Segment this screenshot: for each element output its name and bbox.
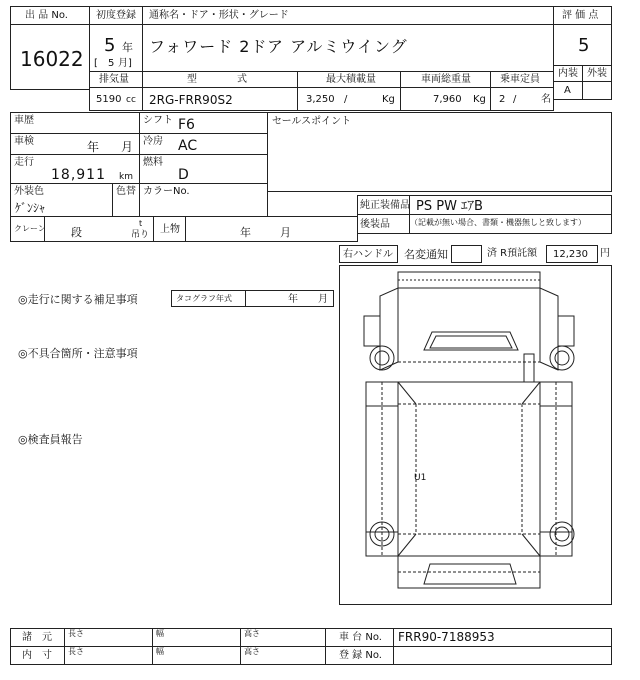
aftermarket-label-cell: [357, 214, 410, 234]
fuel-cell: [139, 154, 268, 184]
first-reg-month-unit: 月]: [118, 58, 132, 69]
displacement-unit: cc: [126, 95, 136, 105]
displacement-label: 排気量: [99, 74, 129, 85]
footer-dims-label: 諸 元: [22, 632, 52, 643]
model-code-label-cell: [142, 71, 298, 88]
model-name-label-cell: [142, 6, 554, 25]
crane-label: クレーン: [14, 224, 46, 233]
model-name-cell: [142, 24, 554, 72]
sales-point-label: セールスポイント: [272, 116, 352, 127]
aftermarket-note: （記載が無い場合、書類・機器無しと致します）: [410, 218, 586, 227]
upper-month-unit: 月: [280, 226, 291, 239]
exterior-label: 外装: [587, 68, 607, 79]
footer-col-2: [152, 628, 153, 665]
tachograph-month-unit: 月: [318, 294, 328, 305]
lot-no: 16022: [20, 47, 84, 71]
fuel-value: D: [178, 167, 189, 183]
footer-inner-dims-label: 内 寸: [22, 650, 52, 661]
upper-label: 上物: [160, 224, 180, 235]
footer-row-divider: [10, 646, 612, 647]
color-change-cell: [112, 183, 140, 217]
wheel-front-left: [370, 346, 394, 370]
color-code-label: カラーNo.: [143, 186, 190, 197]
max-load-label: 最大積載量: [326, 74, 376, 85]
tachograph-year-unit: 年: [288, 294, 298, 305]
rhd-cell: [339, 245, 398, 263]
displacement-value-cell: [89, 87, 143, 111]
grade-value-cell: [553, 24, 612, 66]
interior-value: A: [564, 85, 571, 96]
sales-point-cell: [267, 112, 612, 192]
recycle-unit: 円: [600, 248, 610, 259]
truck-diagram-svg: [340, 266, 611, 604]
capacity-label-cell: [490, 71, 554, 88]
color-label: 外装色: [14, 186, 44, 197]
model-name: フォワード 2ドア アルミウイング: [149, 37, 408, 56]
footer-col-4: [325, 628, 326, 665]
footer-width-label: 幅: [156, 629, 164, 638]
max-load-value: 3,250: [306, 94, 335, 105]
mileage-label: 走行: [14, 157, 34, 168]
interior-value-cell: [553, 81, 583, 100]
tachograph-label: タコグラフ年式: [176, 294, 232, 303]
shift-cell: [139, 112, 268, 134]
recycle-value-box: [546, 245, 598, 263]
truck-cab-front: [398, 288, 540, 362]
upper-label-cell: [153, 216, 186, 242]
inspection-month-unit: 月: [121, 140, 134, 154]
grade-label-cell: [553, 6, 612, 25]
lot-no-label-cell: [10, 6, 90, 25]
grade-label: 評 価 点: [562, 10, 599, 21]
max-load-cell: [297, 87, 401, 111]
model-code-label: 型 式: [187, 74, 247, 85]
max-load-slash: /: [344, 94, 348, 105]
truck-windshield: [424, 332, 518, 350]
truck-diagram: [339, 265, 612, 605]
grade-value: 5: [578, 35, 590, 56]
footer-chassis-value: FRR90-7188953: [398, 630, 495, 644]
displacement-label-cell: [89, 71, 143, 88]
tachograph-cell: [171, 290, 334, 307]
footer-height-label: 高さ: [244, 629, 260, 638]
recycle-value: 12,230: [553, 249, 588, 260]
max-load-unit: Kg: [382, 94, 395, 105]
tachograph-divider: [245, 290, 246, 307]
crane-stage-unit: 段: [71, 226, 82, 239]
capacity-slash: /: [513, 94, 517, 105]
max-load-label-cell: [297, 71, 401, 88]
gross-weight-value: 7,960: [433, 94, 462, 105]
gross-weight-cell: [400, 87, 491, 111]
first-reg-label-cell: [89, 6, 143, 25]
color-cell: [10, 183, 113, 217]
name-change-box: [451, 245, 482, 263]
equipment-label: 純正装備品: [360, 200, 410, 211]
mileage-cell: [10, 154, 140, 184]
capacity-unit: 名: [541, 94, 551, 105]
model-name-label: 通称名・ドア・形状・グレード: [149, 10, 289, 21]
color-value: ｹﾞﾝｼｬ: [15, 201, 46, 215]
footer-col-1: [64, 628, 65, 665]
footer-length-label: 長さ: [68, 629, 84, 638]
footer-col-5: [393, 628, 394, 665]
truck-mirror-right: [558, 316, 574, 346]
aircon-cell: [139, 133, 268, 155]
upper-value-cell: [185, 216, 358, 242]
damage-mark: U1: [414, 473, 427, 483]
first-reg-year: 5: [104, 35, 116, 56]
shift-value: F6: [178, 117, 195, 133]
color-code-cell: [139, 183, 268, 217]
crane-ton-bottom: 吊り: [131, 230, 150, 240]
cargo-top: [398, 382, 540, 556]
wheel-front-right: [550, 346, 574, 370]
mileage-unit: km: [119, 172, 133, 182]
gross-weight-label: 車両総重量: [421, 74, 471, 85]
interior-label-cell: [553, 65, 583, 82]
truck-step-right: [524, 354, 534, 382]
first-reg-bracket: [: [94, 58, 98, 69]
fuel-label: 燃料: [143, 157, 163, 168]
aircon-label: 冷房: [143, 136, 163, 147]
first-reg-month: 5: [108, 58, 115, 69]
history-cell: [10, 112, 140, 134]
crane-divider: [44, 216, 45, 242]
capacity-cell: [490, 87, 554, 111]
mileage-value: 18,911: [51, 167, 106, 183]
inspection-year-unit: 年: [87, 140, 100, 154]
equipment-value: PS PW ｴｱB: [416, 199, 483, 214]
driving-notes: ◎走行に関する補足事項: [18, 293, 138, 306]
aftermarket-value-cell: [409, 214, 612, 234]
name-change-label: 名変通知: [404, 248, 448, 261]
footer-inner-length-label: 長さ: [68, 647, 84, 656]
color-change-label: 色替: [116, 186, 136, 197]
model-code: 2RG-FRR90S2: [149, 93, 233, 107]
shift-label: シフト: [143, 115, 173, 126]
aftermarket-label: 後装品: [360, 219, 390, 230]
lot-no-label: 出 品 No.: [25, 10, 68, 21]
first-reg-value-cell: [89, 24, 143, 72]
rhd-label: 右ハンドル: [343, 249, 393, 260]
crane-cell: [10, 216, 154, 242]
footer-reg-label: 登 録 No.: [339, 650, 382, 661]
footer-inner-width-label: 幅: [156, 647, 164, 656]
capacity-value: 2: [499, 94, 506, 105]
footer-inner-height-label: 高さ: [244, 647, 260, 656]
footer-chassis-label: 車 台 No.: [339, 632, 382, 643]
inspection-cell: [10, 133, 140, 155]
gross-weight-unit: Kg: [473, 94, 486, 105]
equipment-label-cell: [357, 195, 410, 215]
footer-col-3: [240, 628, 241, 665]
upper-year-unit: 年: [240, 226, 251, 239]
recycle-label: 済 R預託額: [487, 248, 538, 259]
wheel-rear-right: [550, 522, 574, 546]
aircon-value: AC: [178, 138, 198, 154]
model-code-cell: [142, 87, 298, 111]
inspector-report: ◎検査員報告: [18, 433, 83, 446]
gross-weight-label-cell: [400, 71, 491, 88]
interior-label: 内装: [558, 68, 578, 79]
defects-notes: ◎不具合箇所・注意事項: [18, 347, 138, 360]
exterior-label-cell: [582, 65, 612, 82]
history-label: 車歴: [14, 115, 34, 126]
displacement-value: 5190: [96, 94, 122, 105]
inspection-label: 車検: [14, 136, 34, 147]
truck-mirror-left: [364, 316, 380, 346]
lot-no-cell: [10, 24, 90, 90]
exterior-value-cell: [582, 81, 612, 100]
first-reg-label: 初度登録: [96, 10, 136, 21]
equipment-value-cell: [409, 195, 612, 215]
first-reg-year-unit: 年: [122, 41, 133, 54]
crane-ton-top: t: [139, 219, 143, 228]
capacity-label: 乗車定員: [500, 74, 540, 85]
